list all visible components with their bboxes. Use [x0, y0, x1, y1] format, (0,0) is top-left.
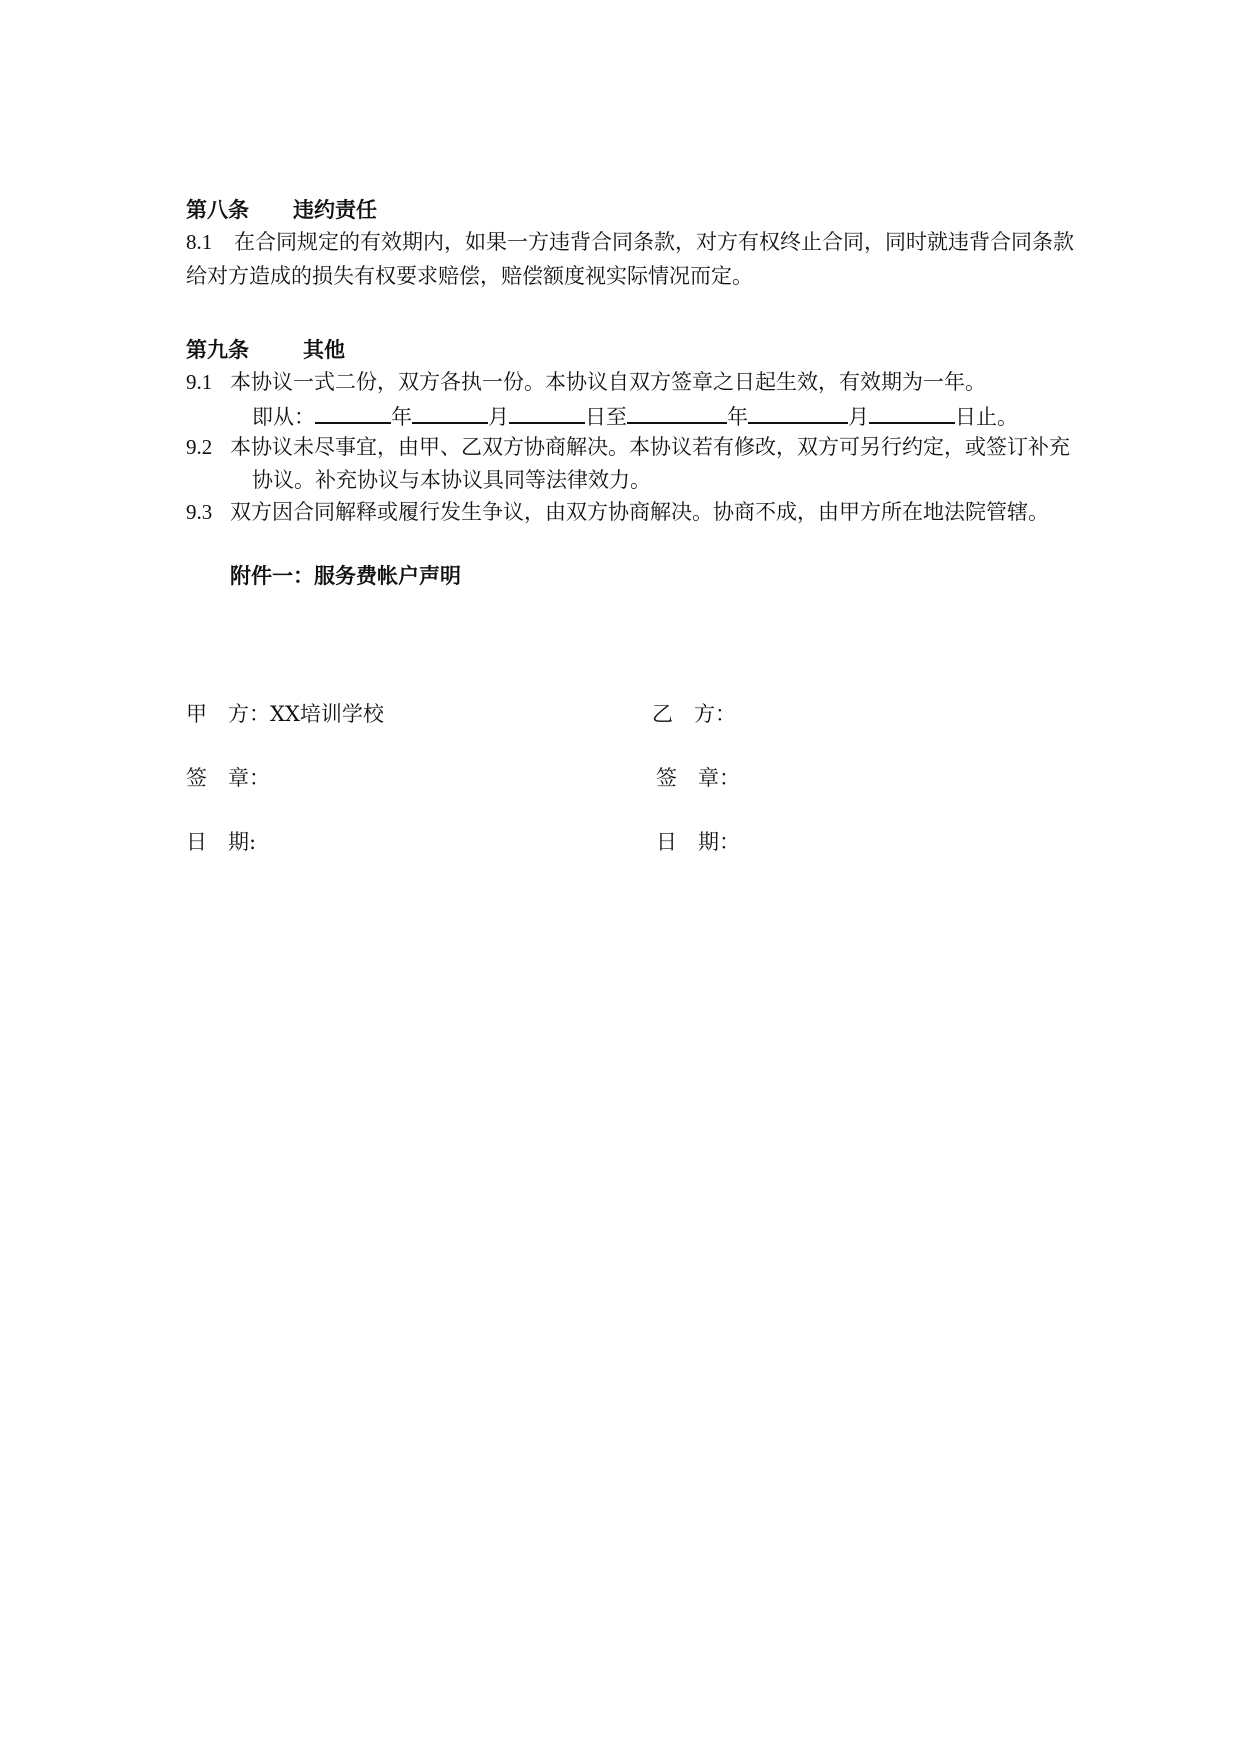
party-a-seal: 签 章：	[186, 766, 270, 790]
clause-8-1-number: 8.1	[186, 230, 213, 254]
party-b-date: 日 期：	[656, 830, 740, 854]
clause-9-2-line-1	[186, 433, 1070, 461]
party-a-row	[186, 700, 384, 728]
party-b-label: 乙 方：	[652, 702, 736, 726]
article-9-title: 其他	[303, 338, 345, 362]
clause-9-1-period	[252, 400, 1018, 431]
period-day-to: 日至	[585, 405, 627, 429]
period-prefix: 即从：	[252, 405, 315, 429]
clause-9-2-line-2	[252, 466, 651, 494]
period-month-1: 月	[488, 405, 509, 429]
party-a-value: XX培训学校	[270, 702, 384, 726]
clause-8-1-text-2: 给对方造成的损失有权要求赔偿，赔偿额度视实际情况而定。	[186, 264, 753, 288]
party-a-date: 日 期:	[186, 830, 257, 854]
article-8-heading	[186, 196, 377, 224]
clause-9-2-text-1: 本协议未尽事宜，由甲、乙双方协商解决。本协议若有修改，双方可另行约定，或签订补充	[230, 435, 1070, 459]
blank-end-day[interactable]	[869, 400, 955, 424]
party-b-seal: 签 章：	[656, 766, 740, 790]
blank-start-month[interactable]	[412, 400, 488, 424]
attachment-title: 附件一：服务费帐户声明	[230, 564, 461, 588]
period-day-end: 日止。	[955, 405, 1018, 429]
article-8-number: 第八条	[186, 198, 249, 222]
clause-9-3-line	[186, 498, 1049, 526]
clause-9-1-text: 本协议一式二份，双方各执一份。本协议自双方签章之日起生效，有效期为一年。	[230, 370, 986, 394]
clause-9-3-number: 9.3	[186, 500, 213, 524]
clause-9-1-line-1	[186, 368, 986, 396]
clause-9-1-number: 9.1	[186, 370, 213, 394]
clause-9-2-number: 9.2	[186, 435, 213, 459]
article-9-number: 第九条	[186, 338, 249, 362]
clause-9-2-text-2: 协议。补充协议与本协议具同等法律效力。	[252, 468, 651, 492]
blank-start-day[interactable]	[509, 400, 585, 424]
blank-start-year[interactable]	[315, 400, 391, 424]
blank-end-month[interactable]	[748, 400, 848, 424]
clause-8-1-text-1: 在合同规定的有效期内，如果一方违背合同条款，对方有权终止合同，同时就违背合同条款	[234, 230, 1074, 254]
period-month-2: 月	[848, 405, 869, 429]
clause-8-1-line-1	[186, 228, 1074, 256]
period-year-2: 年	[727, 405, 748, 429]
party-a-label: 甲 方：	[186, 702, 270, 726]
blank-end-year[interactable]	[627, 400, 727, 424]
article-9-heading	[186, 336, 345, 364]
article-8-title: 违约责任	[293, 198, 377, 222]
period-year-1: 年	[391, 405, 412, 429]
clause-8-1-line-2	[186, 262, 753, 290]
clause-9-3-text: 双方因合同解释或履行发生争议，由双方协商解决。协商不成，由甲方所在地法院管辖。	[230, 500, 1049, 524]
